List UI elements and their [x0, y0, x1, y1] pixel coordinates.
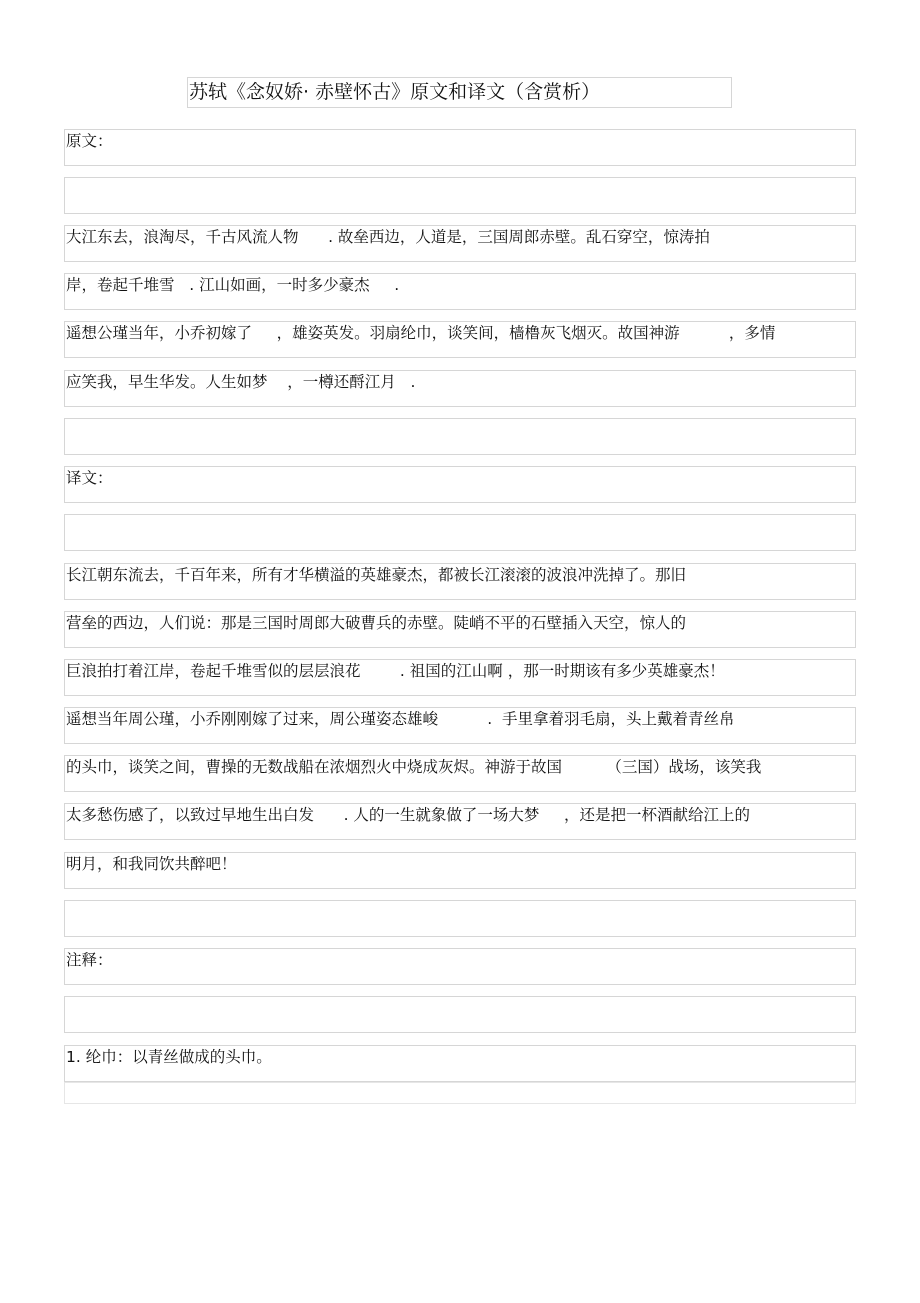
text-line: 译文： — [64, 466, 856, 503]
text-line — [64, 900, 856, 937]
document-title: 苏轼《念奴娇· 赤壁怀古》原文和译文（含赏析） — [187, 77, 732, 108]
text-line: 的头巾，谈笑之间，曹操的无数战船在浓烟烈火中烧成灰烬。神游于故国 （三国）战场，该笑我 — [64, 755, 856, 792]
text-line: 遥想公瑾当年，小乔初嫁了 ，雄姿英发。羽扇纶巾，谈笑间，樯橹灰飞烟灭。故国神游 ，多情 — [64, 321, 856, 358]
text-line: 1. 纶巾：以青丝做成的头巾。 — [64, 1045, 856, 1082]
text-line: 营垒的西边，人们说：那是三国时周郎大破曹兵的赤壁。陡峭不平的石壁插入天空，惊人的 — [64, 611, 856, 648]
text-line — [64, 177, 856, 214]
text-line: 注释： — [64, 948, 856, 985]
text-line: 岸，卷起千堆雪 . 江山如画，一时多少豪杰 . — [64, 273, 856, 310]
text-line: 太多愁伤感了，以致过早地生出白发 . 人的一生就象做了一场大梦 ，还是把一杯酒献给江上的 — [64, 803, 856, 840]
text-line: 长江朝东流去，千百年来，所有才华横溢的英雄豪杰，都被长江滚滚的波浪冲洗掉了。那旧 — [64, 563, 856, 600]
text-line: 大江东去，浪淘尽，千古风流人物 . 故垒西边，人道是，三国周郎赤壁。乱石穿空，惊涛拍 — [64, 225, 856, 262]
text-line: 应笑我，早生华发。人生如梦 ，一樽还酹江月 . — [64, 370, 856, 407]
text-line — [64, 514, 856, 551]
empty-row — [64, 1082, 856, 1104]
text-line — [64, 418, 856, 455]
text-line: 巨浪拍打着江岸，卷起千堆雪似的层层浪花 . 祖国的江山啊 ，那一时期该有多少英雄豪杰！ — [64, 659, 856, 696]
text-line: 遥想当年周公瑾，小乔刚刚嫁了过来，周公瑾姿态雄峻 . 手里拿着羽毛扇，头上戴着青丝帛 — [64, 707, 856, 744]
text-line: 明月，和我同饮共醉吧！ — [64, 852, 856, 889]
text-line: 原文： — [64, 129, 856, 166]
text-line — [64, 996, 856, 1033]
